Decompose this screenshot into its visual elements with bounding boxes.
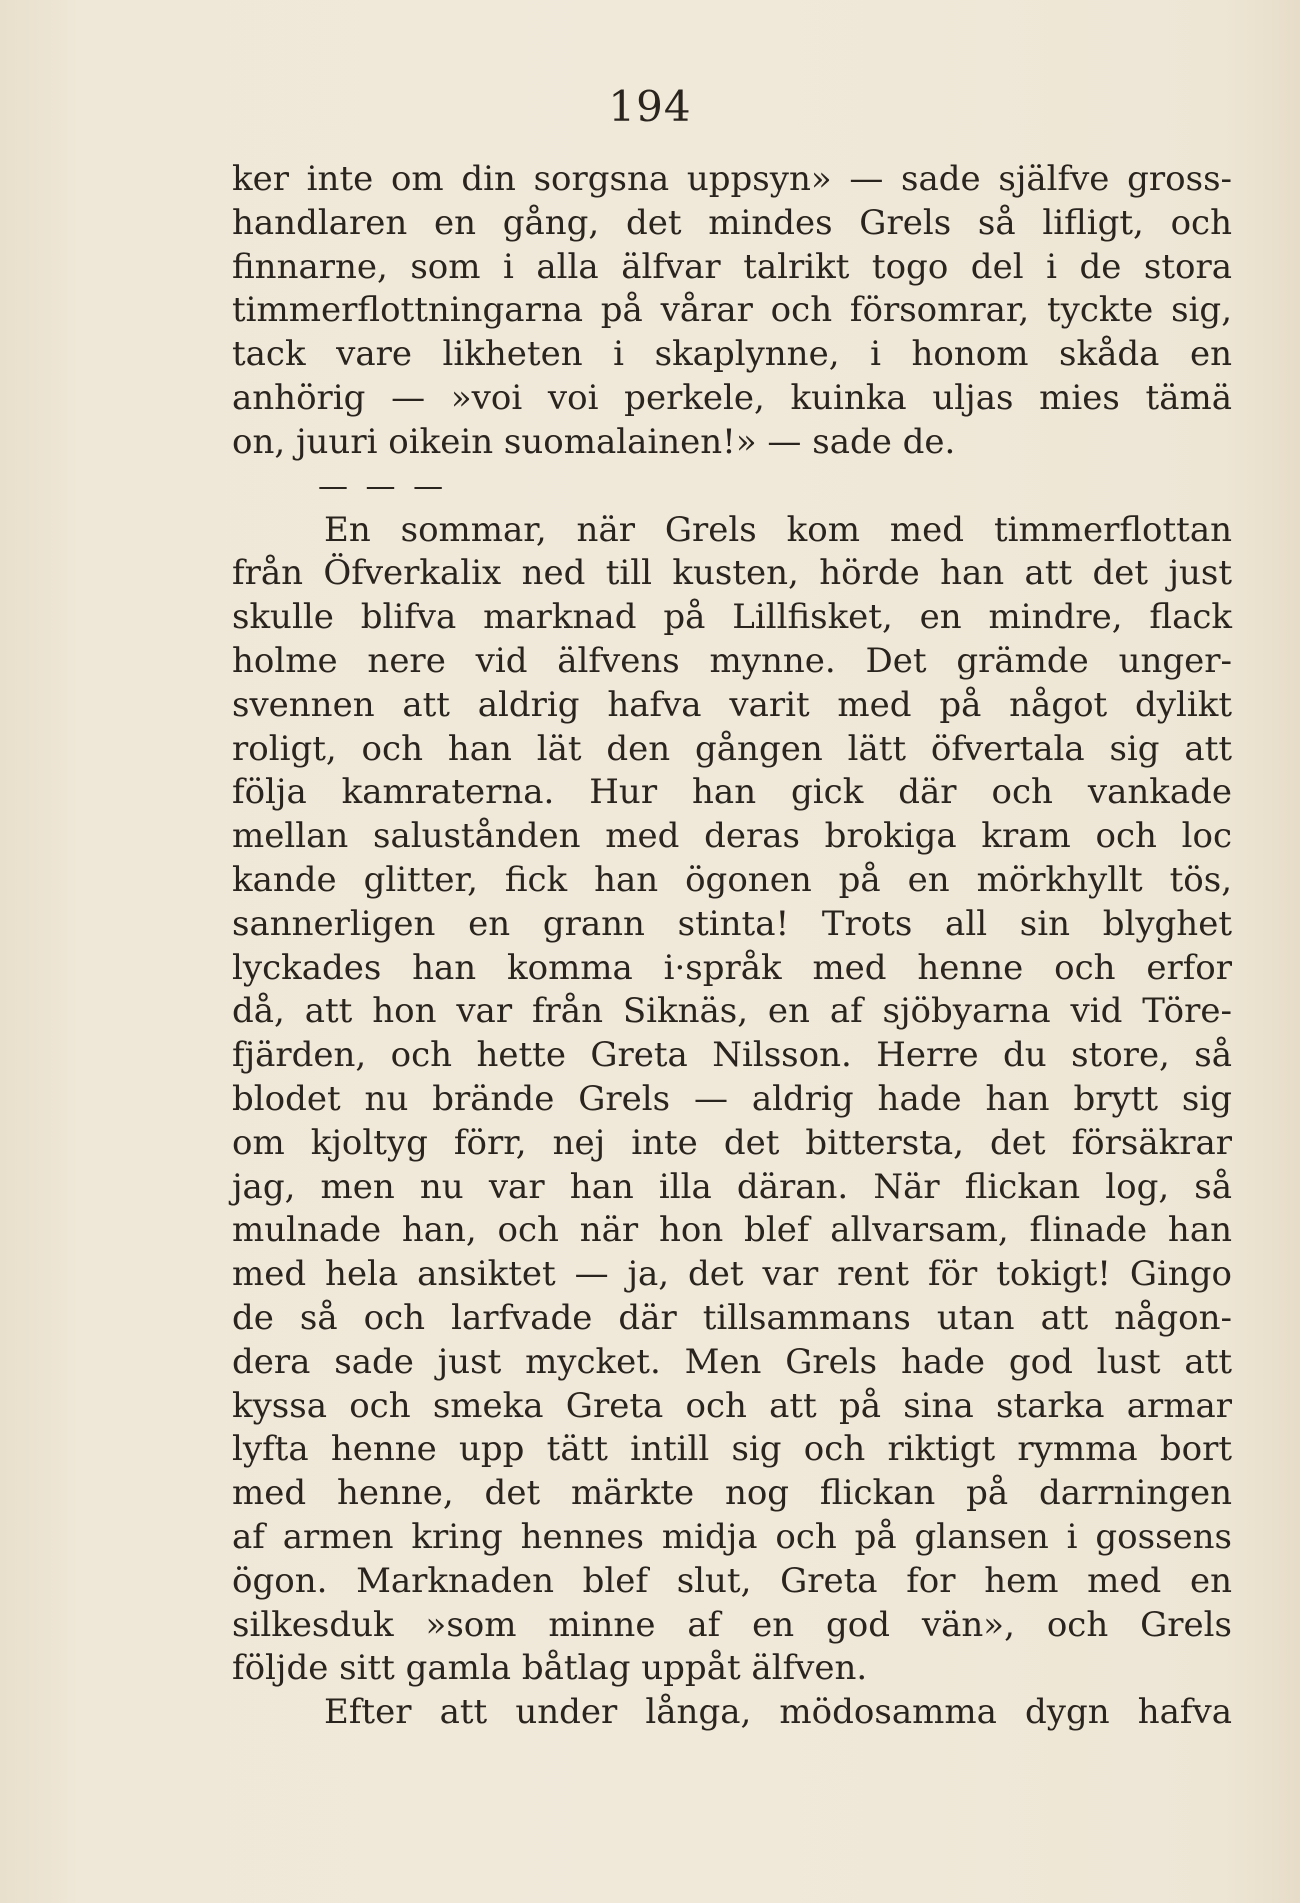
body-text xyxy=(232,158,1232,1735)
text-line: från Öfverkalix ned till kusten, hörde han att det just xyxy=(232,553,1232,594)
section-separator: — — — xyxy=(318,468,448,504)
text-line: svennen att aldrig hafva varit med på något dylikt xyxy=(232,684,1232,725)
text-line: holme nere vid älfvens mynne. Det grämde unger- xyxy=(232,640,1232,681)
text-line: timmerflottningarna på vårar och försomrar, tyckte sig, xyxy=(232,290,1232,331)
text-line: blodet nu brände Grels — aldrig hade han brytt sig xyxy=(232,1078,1232,1119)
text-line: med henne, det märkte nog flickan på darrningen xyxy=(232,1473,1232,1514)
text-line: tack vare likheten i skaplynne, i honom skåda en xyxy=(232,334,1232,375)
text-line: skulle blifva marknad på Lillfisket, en mindre, flack xyxy=(232,597,1232,638)
text-line: roligt, och han lät den gången lätt öfvertala sig att xyxy=(232,728,1232,769)
text-line: ker inte om din sorgsna uppsyn» — sade själfve gross- xyxy=(232,159,1232,199)
text-line: ögon. Marknaden blef slut, Greta for hem med en xyxy=(232,1560,1232,1601)
text-line: då, att hon var från Siknäs, en af sjöbyarna vid Töre- xyxy=(232,991,1232,1032)
text-line: följde sitt gamla båtlag uppåt älfven. xyxy=(232,1648,868,1689)
text-line: de så och larfvade där tillsammans utan att någon- xyxy=(232,1297,1232,1338)
text-line: handlaren en gång, det mindes Grels så lifligt, och xyxy=(232,202,1232,243)
text-line: anhörig — »voi voi perkele, kuinka uljas mies tämä xyxy=(232,377,1232,418)
text-line: mulnade han, och när hon blef allvarsam, flinade han xyxy=(232,1210,1232,1251)
text-line: silkesduk »som minne af en god vän», och Grels xyxy=(232,1604,1232,1645)
text-line: med hela ansiktet — ja, det var rent för tokigt! Gingo xyxy=(232,1254,1232,1295)
text-line: sannerligen en grann stinta! Trots all sin blyghet xyxy=(232,903,1232,944)
text-line: on, juuri oikein suomalainen!» — sade de. xyxy=(232,421,956,462)
text-line: mellan salustånden med deras brokiga kram och loc xyxy=(232,816,1232,857)
page-number: 194 xyxy=(608,82,692,131)
text-line: af armen kring hennes midja och på glansen i gossens xyxy=(232,1516,1232,1557)
paragraph-continued xyxy=(232,158,1232,465)
text-line: dera sade just mycket. Men Grels hade god lust att xyxy=(232,1341,1232,1382)
text-line: En sommar, när Grels kom med timmerflottan xyxy=(324,509,1232,550)
paragraph-efter xyxy=(232,1691,1232,1735)
text-line: kande glitter, fick han ögonen på en mörkhyllt tös, xyxy=(232,859,1232,900)
text-line: om kjoltyg förr, nej inte det bittersta, det försäkrar xyxy=(232,1122,1232,1163)
text-line: finnarne, som i alla älfvar talrikt togo del i de stora xyxy=(232,246,1232,287)
paragraph-sommar xyxy=(232,509,1232,1692)
text-line: lyfta henne upp tätt intill sig och riktigt rymma bort xyxy=(232,1429,1232,1470)
text-line: Efter att under långa, mödosamma dygn hafva xyxy=(324,1692,1232,1733)
text-line: följa kamraterna. Hur han gick där och vankade xyxy=(232,772,1232,813)
text-line: jag, men nu var han illa däran. När flickan log, så xyxy=(232,1166,1232,1207)
text-line: fjärden, och hette Greta Nilsson. Herre du store, så xyxy=(232,1035,1232,1076)
text-line: lyckades han komma i·språk med henne och erfor xyxy=(232,947,1232,988)
text-line: kyssa och smeka Greta och att på sina starka armar xyxy=(232,1385,1232,1426)
